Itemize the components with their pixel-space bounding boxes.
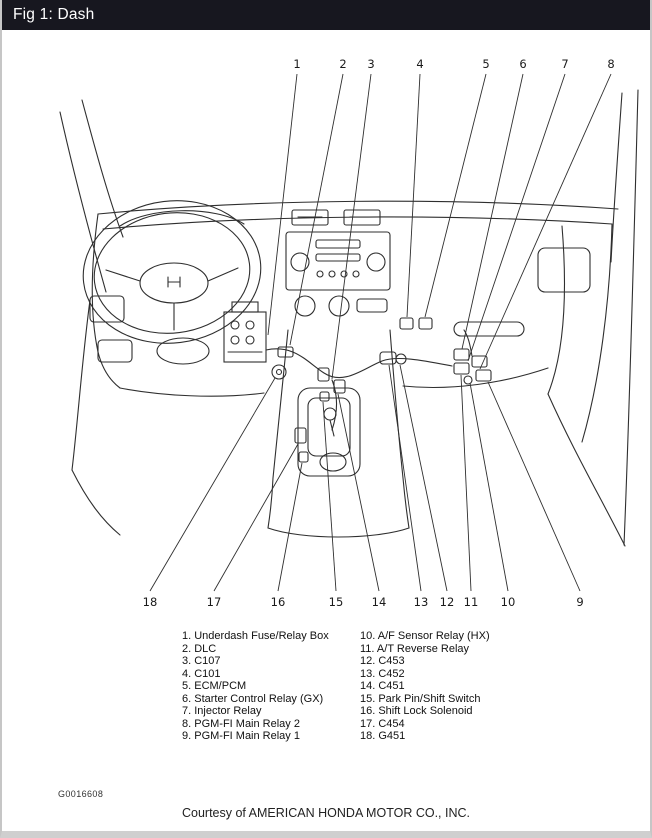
callout-number: 14 [371,595,387,609]
legend-item: 11. A/T Reverse Relay [360,642,470,655]
dash-top-edge [98,201,618,229]
figure-title-bar [2,0,650,30]
callout-number: 15 [328,595,344,609]
wiring-harness [266,330,472,430]
left-dash-edge [72,214,264,535]
instrument-cluster [120,211,244,226]
legend-item: 6. Starter Control Relay (GX) [182,692,324,705]
callout-number: 8 [607,57,615,71]
legend-item: 3. C107 [182,655,221,667]
courtesy-line: Courtesy of AMERICAN HONDA MOTOR CO., INC. [181,806,470,820]
figure-code: G0016608 [58,789,104,799]
callout-number: 12 [439,595,455,609]
ground-grommet [272,365,286,379]
relay-cluster [454,349,491,384]
legend-item: 9. PGM-FI Main Relay 1 [182,730,300,742]
legend-item: 1. Underdash Fuse/Relay Box [182,630,329,642]
climate-controls [295,296,387,316]
legend-item: 8. PGM-FI Main Relay 2 [182,717,300,730]
callout-numbers [143,57,615,609]
dlc-connector [278,347,293,357]
callout-number: 9 [576,595,584,609]
callout-number: 13 [413,595,429,609]
callout-number: 4 [416,57,424,71]
dash-connectors [400,318,432,329]
legend-item: 2. DLC [182,642,217,655]
center-vents [292,210,380,225]
legend-item: 18. G451 [360,730,406,742]
callout-number: 3 [367,57,375,71]
legend-item: 4. C101 [182,667,221,680]
callout-number: 17 [206,595,222,609]
console-connectors [295,352,406,462]
legend-item: 10. A/F Sensor Relay (HX) [360,630,490,642]
legend-item: 7. Injector Relay [182,705,262,717]
legend-item: 12. C453 [360,655,405,667]
legend-column-left [182,630,329,743]
windshield-pillars [60,90,638,545]
callout-number: 11 [463,595,479,609]
callout-number: 7 [561,57,569,71]
steering-wheel [75,191,269,364]
radio-unit [286,232,390,290]
callout-number: 6 [519,57,527,71]
callout-number: 16 [270,595,286,609]
dash-line-art [60,90,638,546]
callout-number: 5 [482,57,490,71]
callout-lines [150,74,611,591]
legend-item: 17. C454 [360,717,405,730]
legend-item: 16. Shift Lock Solenoid [360,705,473,717]
callout-number: 18 [142,595,158,609]
callout-number: 10 [500,595,516,609]
legend-column-right [360,630,490,743]
center-console [268,330,409,537]
fuse-relay-box [224,302,266,362]
glove-box-area [403,224,625,546]
legend-item: 5. ECM/PCM [182,680,247,692]
callout-number: 1 [293,57,301,71]
legend-item: 13. C452 [360,667,405,680]
legend-item: 14. C451 [360,680,405,692]
figure-title: Fig 1: Dash [13,6,95,23]
callout-number: 2 [339,57,347,71]
legend-item: 15. Park Pin/Shift Switch [360,692,481,705]
